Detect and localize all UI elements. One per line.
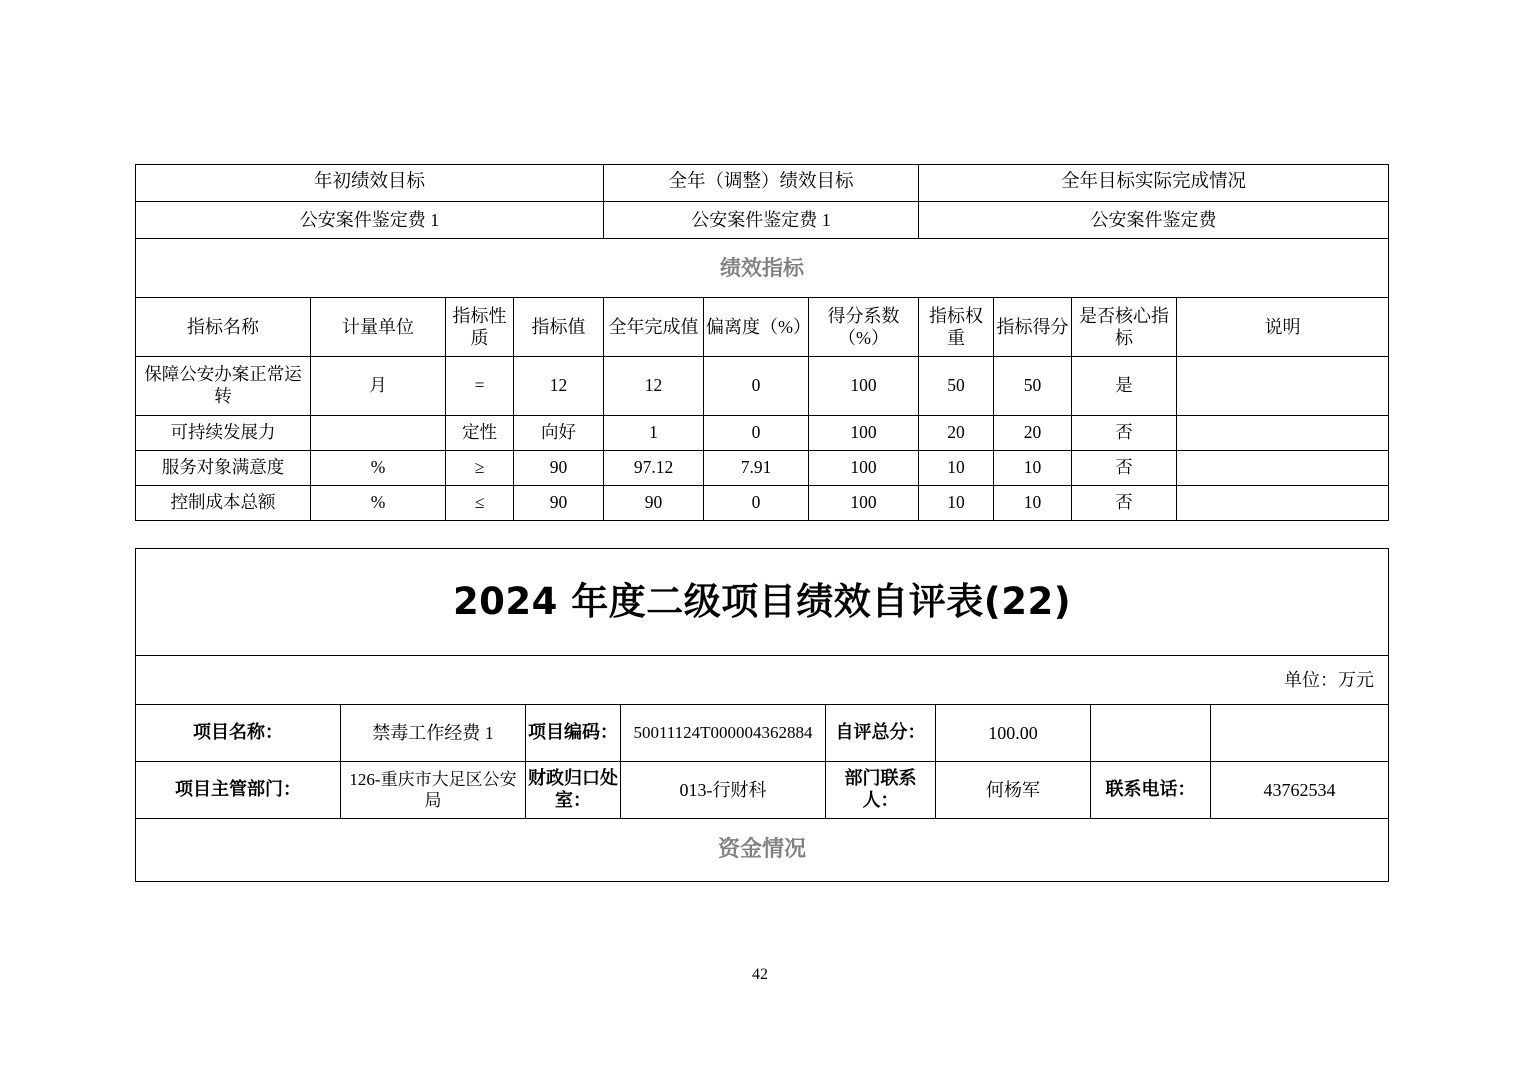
cell-score-coefficient: 100 xyxy=(809,451,919,486)
cell-unit: % xyxy=(311,486,446,521)
cell-score: 20 xyxy=(994,416,1072,451)
column-header-weight: 指标权重 xyxy=(919,298,994,357)
label-dept-in-charge: 项目主管部门： xyxy=(136,762,341,819)
page-number: 42 xyxy=(752,966,768,983)
column-header-unit: 计量单位 xyxy=(311,298,446,357)
cell-is-core: 否 xyxy=(1072,486,1177,521)
value-finance-office: 013-行财科 xyxy=(621,762,826,819)
cell-actual-value: 90 xyxy=(604,486,704,521)
table-row-section-title xyxy=(136,239,1389,298)
goal-header-initial: 年初绩效目标 xyxy=(136,165,604,202)
performance-indicator-table xyxy=(135,164,1389,521)
cell-deviation: 0 xyxy=(704,486,809,521)
cell-empty-2 xyxy=(1211,705,1389,762)
table-row xyxy=(136,762,1389,819)
cell-score: 10 xyxy=(994,451,1072,486)
table-row-unit-note xyxy=(136,656,1389,705)
value-project-code: 50011124T000004362884 xyxy=(621,705,826,762)
cell-note xyxy=(1177,451,1389,486)
cell-score: 50 xyxy=(994,357,1072,416)
cell-deviation: 0 xyxy=(704,416,809,451)
column-header-indicator-name: 指标名称 xyxy=(136,298,311,357)
table-row xyxy=(136,357,1389,416)
project-self-evaluation-table xyxy=(135,548,1389,882)
table-row-goal-headers xyxy=(136,165,1389,202)
cell-target-value: 90 xyxy=(514,451,604,486)
cell-score: 10 xyxy=(994,486,1072,521)
label-contact-phone: 联系电话： xyxy=(1091,762,1211,819)
cell-nature: = xyxy=(446,357,514,416)
cell-note xyxy=(1177,416,1389,451)
cell-score-coefficient: 100 xyxy=(809,416,919,451)
label-contact-person: 部门联系人： xyxy=(826,762,936,819)
cell-indicator-name: 保障公安办案正常运转 xyxy=(136,357,311,416)
cell-actual-value: 12 xyxy=(604,357,704,416)
cell-note xyxy=(1177,486,1389,521)
cell-nature: ≥ xyxy=(446,451,514,486)
page-title: 2024 年度二级项目绩效自评表(22) xyxy=(136,549,1389,656)
table-row xyxy=(136,416,1389,451)
cell-weight: 10 xyxy=(919,486,994,521)
cell-indicator-name: 控制成本总额 xyxy=(136,486,311,521)
value-dept-in-charge: 126-重庆市大足区公安局 xyxy=(341,762,526,819)
cell-actual-value: 1 xyxy=(604,416,704,451)
cell-indicator-name: 可持续发展力 xyxy=(136,416,311,451)
cell-target-value: 12 xyxy=(514,357,604,416)
cell-target-value: 向好 xyxy=(514,416,604,451)
column-header-score-coefficient: 得分系数（%） xyxy=(809,298,919,357)
column-header-deviation: 偏离度（%） xyxy=(704,298,809,357)
cell-nature: ≤ xyxy=(446,486,514,521)
cell-score-coefficient: 100 xyxy=(809,357,919,416)
cell-deviation: 7.91 xyxy=(704,451,809,486)
label-finance-office: 财政归口处室： xyxy=(526,762,621,819)
cell-weight: 10 xyxy=(919,451,994,486)
cell-deviation: 0 xyxy=(704,357,809,416)
value-self-score: 100.00 xyxy=(936,705,1091,762)
goal-header-actual: 全年目标实际完成情况 xyxy=(919,165,1389,202)
cell-unit: 月 xyxy=(311,357,446,416)
table-row xyxy=(136,705,1389,762)
label-project-name: 项目名称： xyxy=(136,705,341,762)
value-project-name: 禁毒工作经费 1 xyxy=(341,705,526,762)
table-row-section-title xyxy=(136,819,1389,882)
cell-is-core: 是 xyxy=(1072,357,1177,416)
cell-weight: 50 xyxy=(919,357,994,416)
unit-note: 单位：万元 xyxy=(136,656,1389,705)
column-header-note: 说明 xyxy=(1177,298,1389,357)
cell-unit: % xyxy=(311,451,446,486)
cell-score-coefficient: 100 xyxy=(809,486,919,521)
cell-nature: 定性 xyxy=(446,416,514,451)
table-row xyxy=(136,451,1389,486)
cell-weight: 20 xyxy=(919,416,994,451)
column-header-score: 指标得分 xyxy=(994,298,1072,357)
cell-is-core: 否 xyxy=(1072,416,1177,451)
cell-unit xyxy=(311,416,446,451)
cell-actual-value: 97.12 xyxy=(604,451,704,486)
label-self-score: 自评总分： xyxy=(826,705,936,762)
column-header-nature: 指标性质 xyxy=(446,298,514,357)
table-row-goal-values xyxy=(136,202,1389,239)
goal-value-adjusted: 公安案件鉴定费 1 xyxy=(604,202,919,239)
section-title-funding: 资金情况 xyxy=(136,819,1389,882)
cell-empty-1 xyxy=(1091,705,1211,762)
table-row-column-headers xyxy=(136,298,1389,357)
section-title-performance-indicators: 绩效指标 xyxy=(136,239,1389,298)
label-project-code: 项目编码： xyxy=(526,705,621,762)
cell-note xyxy=(1177,357,1389,416)
cell-target-value: 90 xyxy=(514,486,604,521)
goal-header-adjusted: 全年（调整）绩效目标 xyxy=(604,165,919,202)
goal-value-actual: 公安案件鉴定费 xyxy=(919,202,1389,239)
column-header-is-core: 是否核心指标 xyxy=(1072,298,1177,357)
table-row xyxy=(136,486,1389,521)
value-contact-person: 何杨军 xyxy=(936,762,1091,819)
value-contact-phone: 43762534 xyxy=(1211,762,1389,819)
cell-is-core: 否 xyxy=(1072,451,1177,486)
table-row-title xyxy=(136,549,1389,656)
column-header-target-value: 指标值 xyxy=(514,298,604,357)
column-header-actual-value: 全年完成值 xyxy=(604,298,704,357)
goal-value-initial: 公安案件鉴定费 1 xyxy=(136,202,604,239)
cell-indicator-name: 服务对象满意度 xyxy=(136,451,311,486)
